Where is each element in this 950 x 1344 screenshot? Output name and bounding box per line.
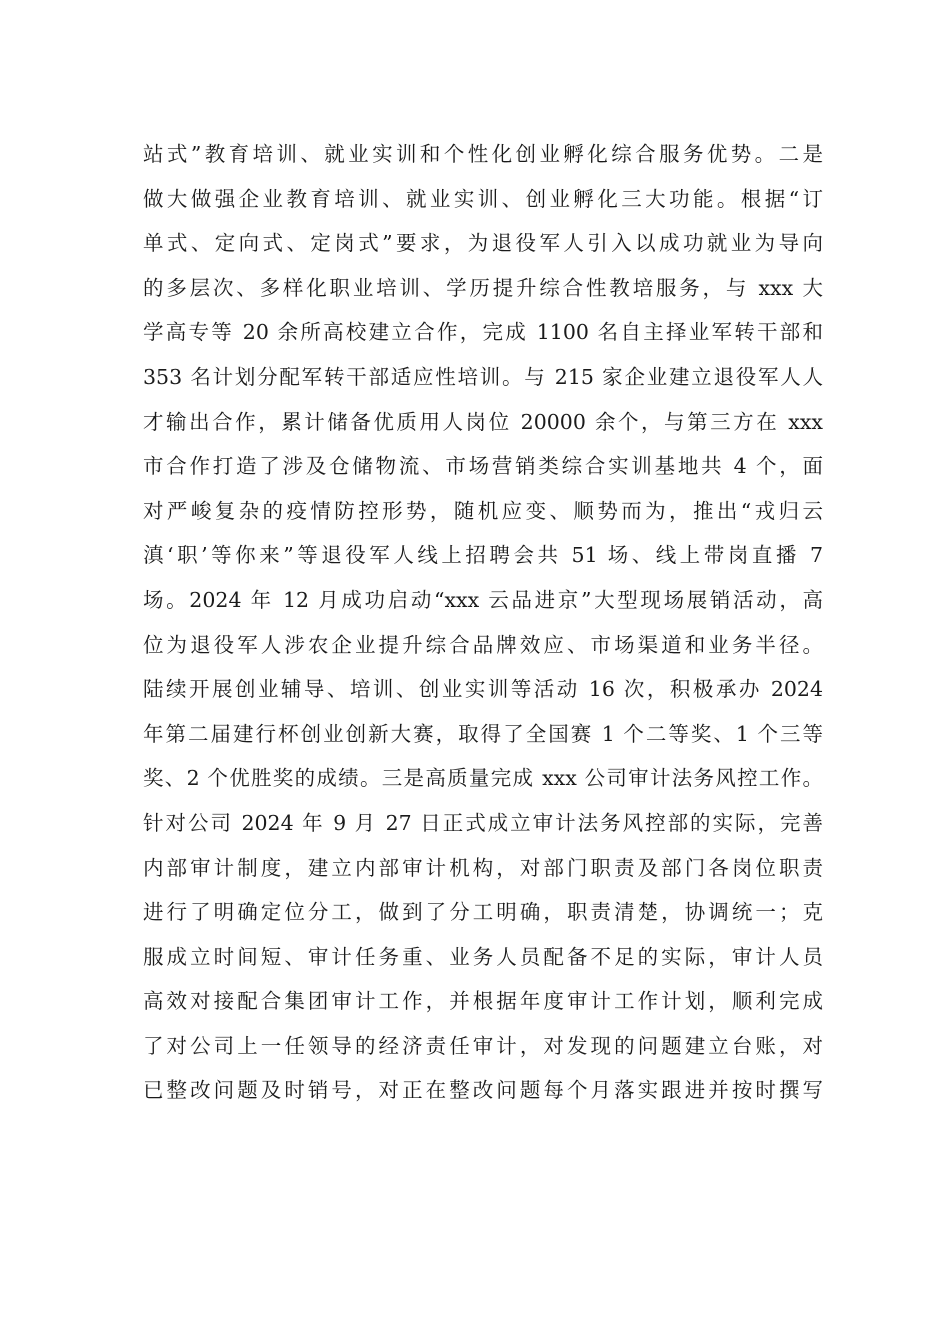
text-line: 站式”教育培训、就业实训和个性化创业孵化综合服务优势。二是 [143, 142, 823, 166]
text-line: 才输出合作，累计储备优质用人岗位 20000 余个，与第三方在 xxx [143, 409, 823, 434]
text-line: 位为退役军人涉农企业提升综合品牌效应、市场渠道和业务半径。 [143, 632, 823, 657]
text-line: 针对公司 2024 年 9 月 27 日正式成立审计法务风控部的实际，完善 [143, 810, 823, 835]
text-line: 353 名计划分配军转干部适应性培训。与 215 家企业建立退役军人人 [143, 364, 823, 389]
text-line: 奖、2 个优胜奖的成绩。三是高质量完成 xxx 公司审计法务风控工作。 [143, 766, 823, 791]
body-paragraph [143, 132, 823, 1113]
text-line: 已整改问题及时销号，对正在整改问题每个月落实跟进并按时撰写 [143, 1078, 823, 1103]
text-line: 对严峻复杂的疫情防控形势，随机应变、顺势而为，推出“戎归云 [143, 498, 823, 523]
text-line: 了对公司上一任领导的经济责任审计，对发现的问题建立台账，对 [143, 1033, 823, 1058]
text-line: 滇‘职’等你来”等退役军人线上招聘会共 51 场、线上带岗直播 7 [143, 543, 823, 568]
text-line: 服成立时间短、审计任务重、业务人员配备不足的实际，审计人员 [143, 944, 823, 969]
text-line: 场。2024 年 12 月成功启动“xxx 云品进京”大型现场展销活动，高 [143, 587, 823, 612]
text-line: 高效对接配合集团审计工作，并根据年度审计工作计划，顺利完成 [143, 989, 823, 1014]
text-line: 学高专等 20 余所高校建立合作，完成 1100 名自主择业军转干部和 [143, 320, 823, 345]
text-line: 做大做强企业教育培训、就业实训、创业孵化三大功能。根据“订 [143, 186, 823, 211]
text-line: 陆续开展创业辅导、培训、创业实训等活动 16 次，积极承办 2024 [143, 677, 823, 702]
text-line: 内部审计制度，建立内部审计机构，对部门职责及部门各岗位职责 [143, 855, 823, 880]
text-line: 的多层次、多样化职业培训、学历提升综合性教培服务，与 xxx 大 [143, 275, 823, 300]
text-line: 单式、定向式、定岗式”要求，为退役军人引入以成功就业为导向 [143, 231, 823, 256]
text-line: 年第二届建行杯创业创新大赛，取得了全国赛 1 个二等奖、1 个三等 [143, 721, 823, 746]
text-line: 进行了明确定位分工，做到了分工明确，职责清楚，协调统一；克 [143, 900, 823, 925]
text-line: 市合作打造了涉及仓储物流、市场营销类综合实训基地共 4 个，面 [143, 454, 823, 479]
